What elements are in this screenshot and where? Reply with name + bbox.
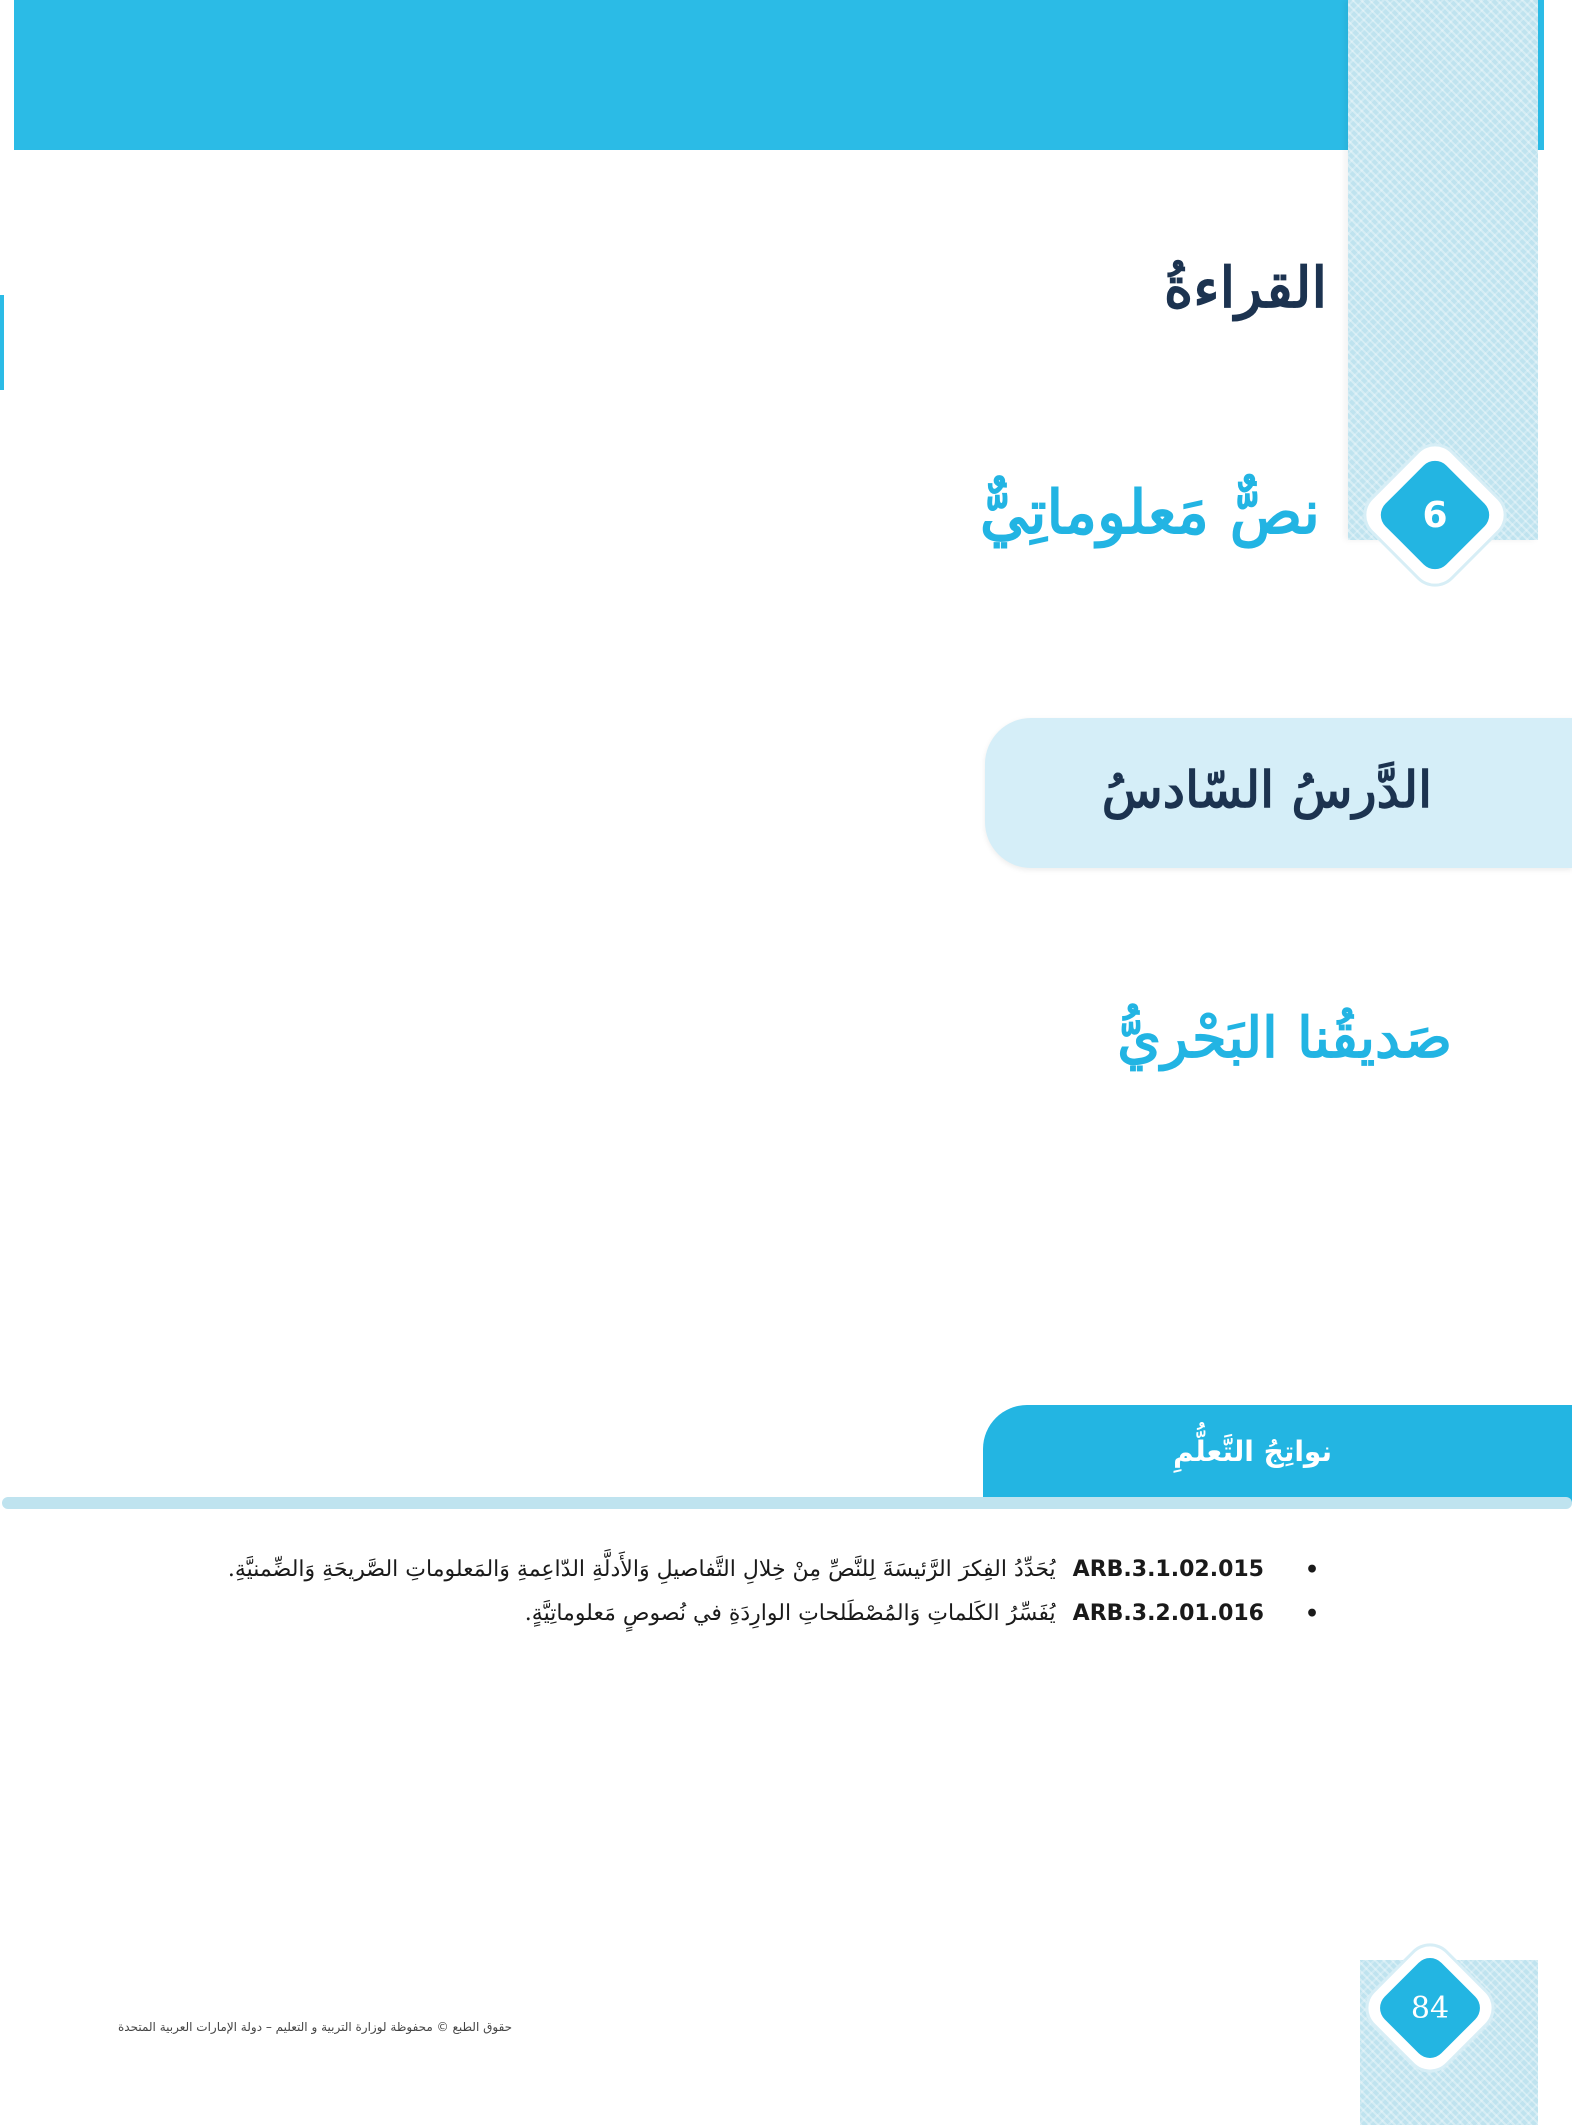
bullet-icon: • xyxy=(1304,1601,1320,1627)
outcomes-divider xyxy=(2,1497,1572,1509)
outcome-code: ARB.3.1.02.015 xyxy=(1072,1557,1264,1582)
page-number: 84 xyxy=(1410,1990,1450,2026)
unit-number: 6 xyxy=(1422,494,1448,536)
lesson-label: الدَّرسُ السّادسُ xyxy=(1101,760,1432,819)
outcomes-list xyxy=(222,1548,1322,1636)
outcome-text: يُحَدِّدُ الفِكرَ الرَّئيسَةَ لِلنَّصِّ مِنْ خِلالِ التَّفاصيلِ وَالأَدلَّةِ الدّاعِمةِ وَالمَعلوماتِ الصَّريحَةِ وَالضِّمنيَّةِ. xyxy=(227,1557,1056,1582)
left-edge-mark xyxy=(0,295,4,390)
unit-title: نصٌّ مَعلوماتِيٌّ xyxy=(979,478,1320,548)
bullet-icon: • xyxy=(1304,1557,1320,1583)
top-color-band xyxy=(14,0,1544,150)
story-title: صَديقُنا البَحْريُّ xyxy=(1117,1005,1452,1071)
outcomes-heading: نواتِجُ التَّعلُّمِ xyxy=(1173,1435,1332,1468)
outcome-code: ARB.3.2.01.016 xyxy=(1072,1601,1264,1626)
outcome-item xyxy=(222,1548,1322,1592)
outcome-item xyxy=(222,1592,1322,1636)
outcome-text: يُفَسِّرُ الكَلماتِ وَالمُصْطَلحاتِ الوارِدَةِ في نُصوصٍ مَعلوماتِيَّةٍ. xyxy=(524,1601,1056,1626)
section-title: القراءةُ xyxy=(1163,255,1327,321)
copyright-notice: حقوق الطبع © محفوظة لوزارة التربية و التعليم – دولة الإمارات العربية المتحدة xyxy=(118,2020,513,2034)
